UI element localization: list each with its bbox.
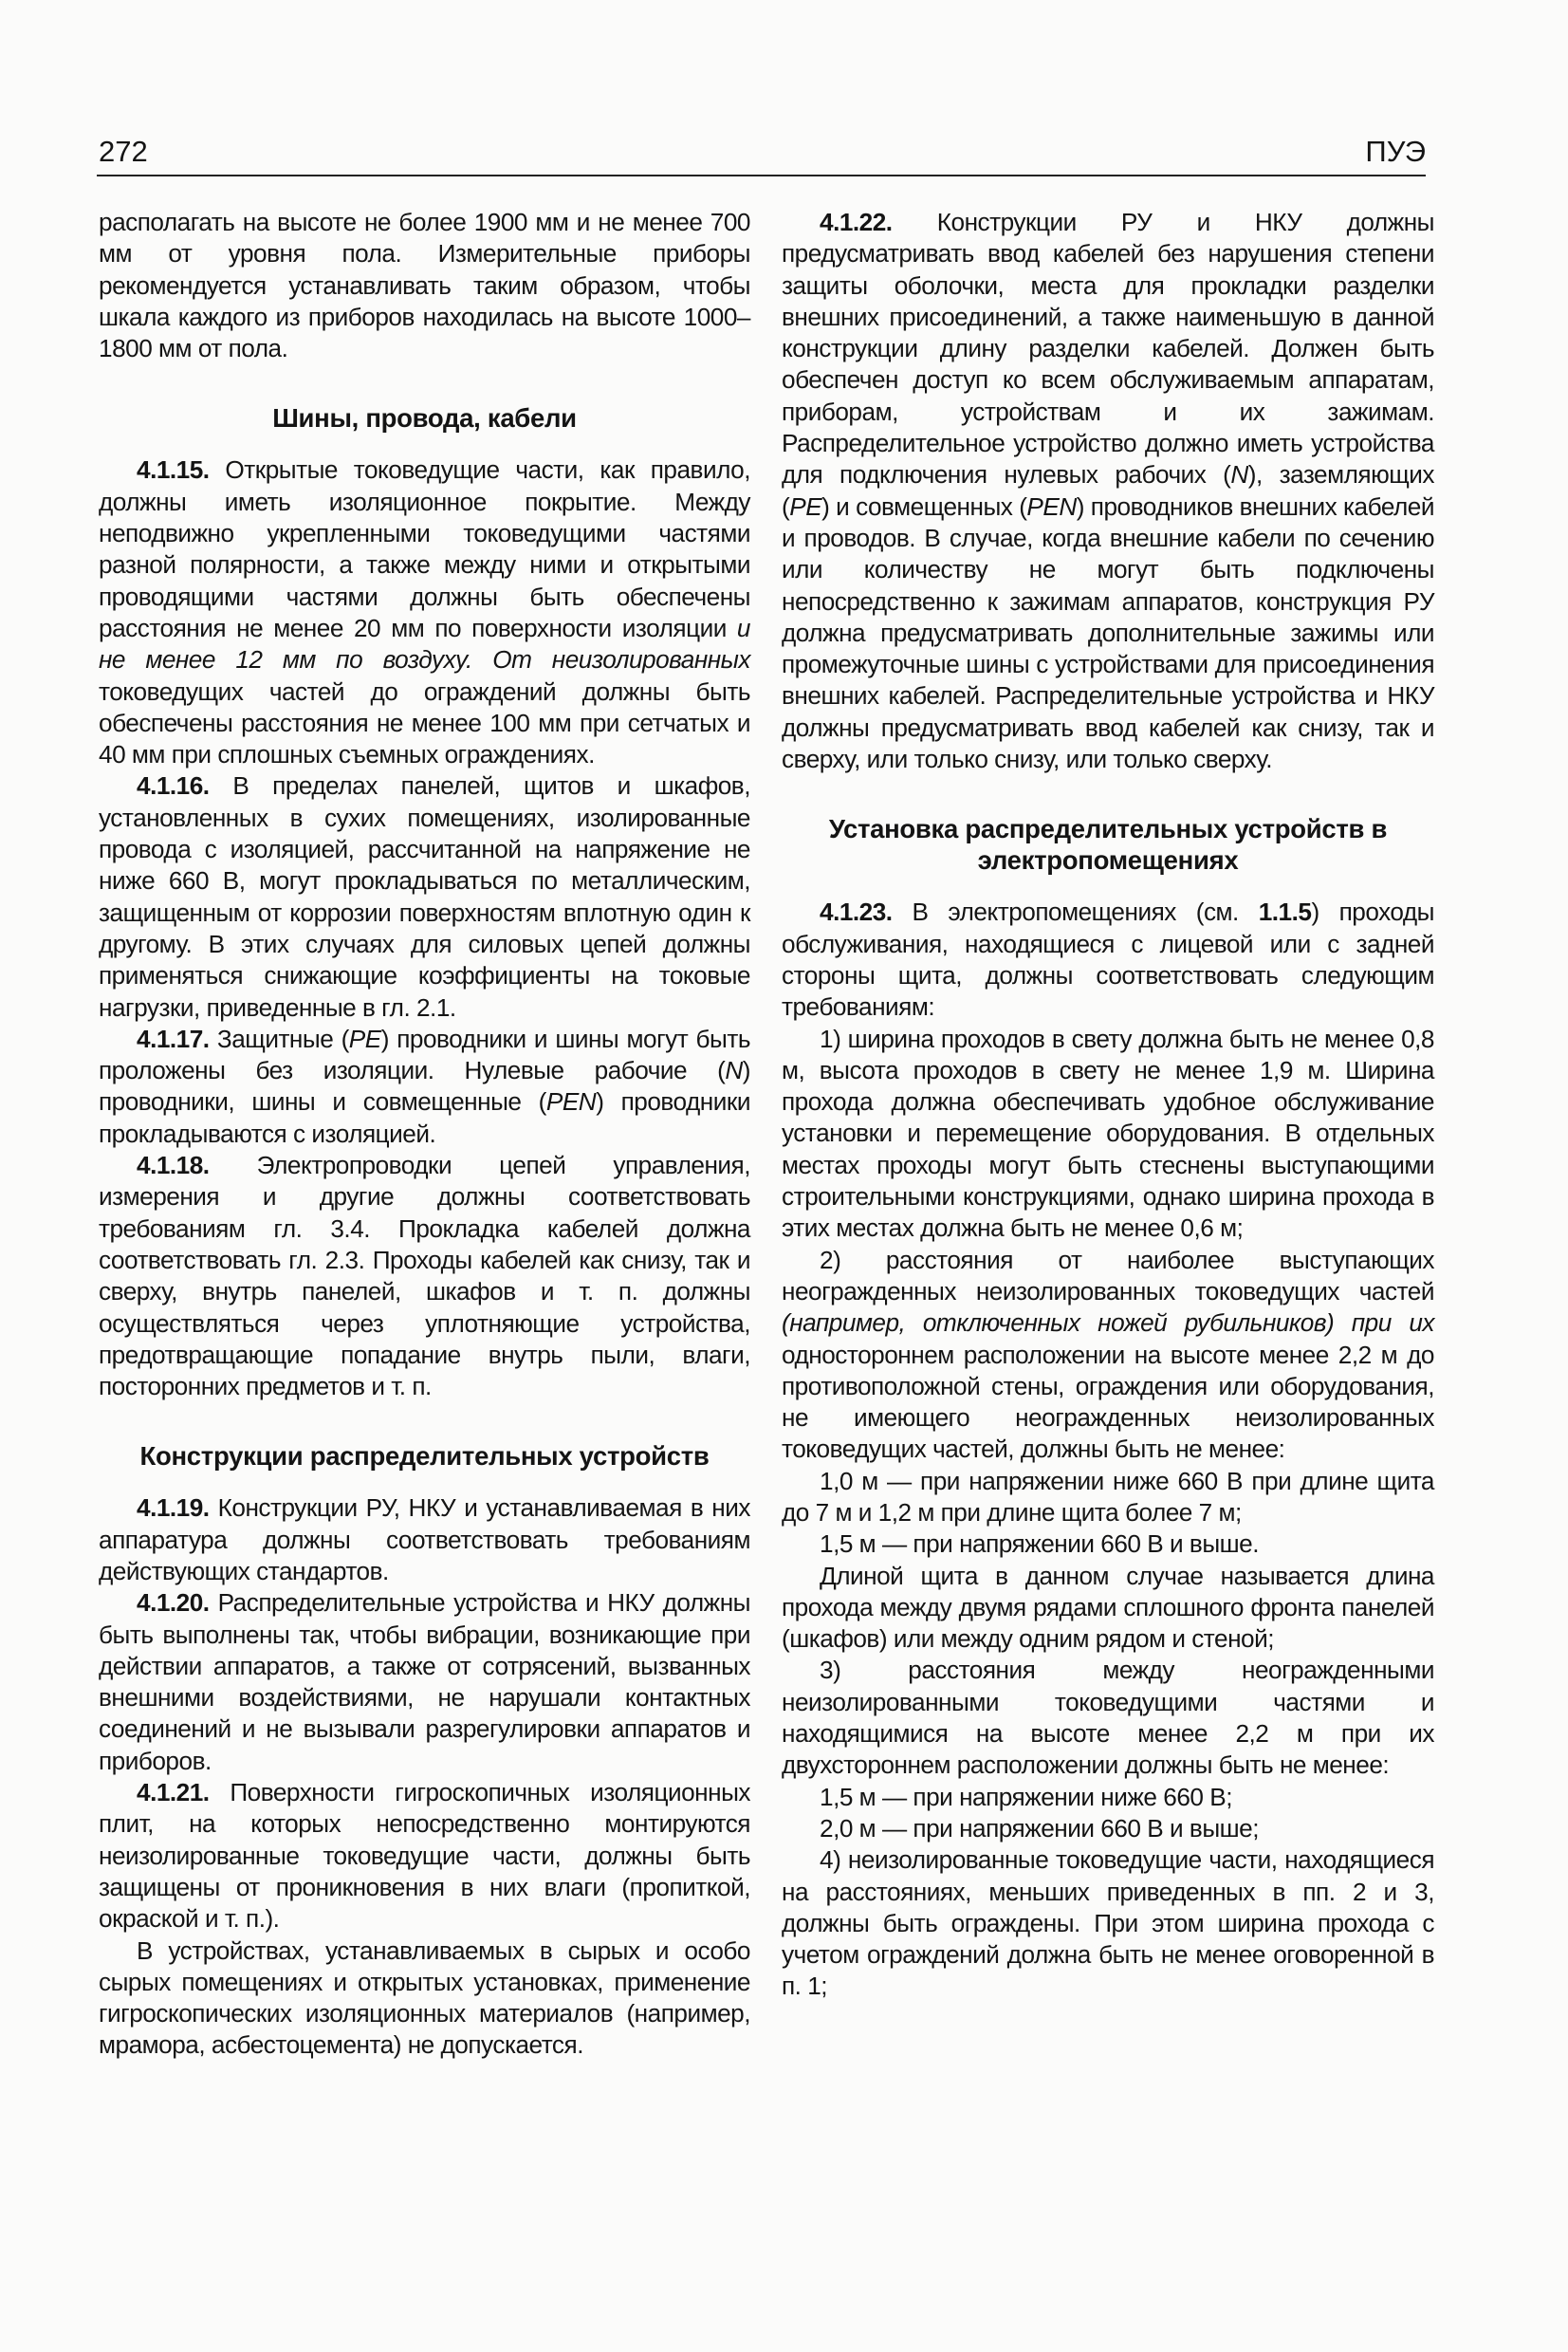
section-heading-installation: Установка распределительных устройств в электропомещениях xyxy=(828,814,1388,876)
clause-text: Поверхности гигроскопичных изоляционных плит, на которых непосредственно монтируются неизолированные токоведущие части, должны быть защищены от проникновения в них влаги (пропиткой, окраской и т. п.). xyxy=(99,1778,750,1934)
list-item-3: 3) расстояния между неогражденными неизолированными токоведущими частями и находящимися на высоте менее 2,2 м при их двухстороннем расположении должны быть не менее: xyxy=(782,1656,1434,1780)
section-heading-switchgear: Конструкции распределительных устройств xyxy=(139,1441,710,1472)
conductor-code: PEN xyxy=(545,1087,597,1117)
page-number: 272 xyxy=(99,135,148,168)
list-item-2-value-1: 1,0 м — при напряжении ниже 660 В при длине щита до 7 м и 1,2 м при длине щита более 7 м; xyxy=(782,1466,1434,1527)
clause-text: ) проводники прокладываются с изоляцией. xyxy=(99,1087,750,1148)
list-item-4: 4) неизолированные токоведущие части, находящиеся на расстояниях, меньших приведенных в пп. 2 и 3, должны быть ограждены. При этом ширина прохода с учетом ограждений должна быть не менее оговоренной в п. 1; xyxy=(782,1845,1434,2001)
list-item-3-value-2: 2,0 м — при напряжении 660 В и выше; xyxy=(820,1813,1260,1843)
clause-text: Конструкции РУ, НКУ и устанавливаемая в них аппаратура должны соответствовать требованиям действующих стандартов. xyxy=(99,1493,750,1585)
clause-text: ) проводников внешних кабелей и проводов. В случае, когда внешние кабели по сечению или количеству не могут быть подключены непосредственно к зажимам аппаратов, конструкция РУ должна предусматривать дополнительные зажимы или промежуточные шины с устройствами для присоединения внешних кабелей. Распределительные устройства и НКУ должны предусматривать ввод кабелей как снизу, так и сверху, или только снизу, или только сверху. xyxy=(782,491,1434,774)
clause-number: 4.1.19. xyxy=(137,1493,210,1523)
right-column xyxy=(782,207,1434,2003)
clause-reference: 1.1.5 xyxy=(1258,898,1312,927)
clause-number: 4.1.18. xyxy=(137,1151,210,1180)
clause-text: 2) расстояния от наиболее выступающих неогражденных неизолированных токоведущих частей xyxy=(782,1245,1434,1306)
conductor-code: PE xyxy=(789,491,822,521)
conductor-code: N xyxy=(1230,460,1248,490)
clause-text: В электропомещениях (см. xyxy=(892,898,1259,927)
paragraph-4-1-21 xyxy=(99,1777,750,1935)
clause-text: Защитные ( xyxy=(209,1024,349,1053)
list-item-2-note: Длиной щита в данном случае называется длина прохода между двумя рядами сплошного фронта панелей (шкафов) или между одним рядом и стеной; xyxy=(782,1561,1434,1654)
list-item-1: 1) ширина проходов в свету должна быть не менее 0,8 м, высота проходов в свету не менее 1,9 м. Ширина прохода должна обеспечивать удобное обслуживание установки и перемещение оборудования. В отдельных местах проходы могут быть стеснены выступающими строительными конструкциями, однако ширина прохода в этих местах должна быть не менее 0,6 м; xyxy=(782,1024,1434,1243)
clause-number: 4.1.22. xyxy=(820,208,893,236)
paragraph-4-1-19 xyxy=(99,1492,750,1587)
paragraph-4-1-21-cont: В устройствах, устанавливаемых в сырых и особо сырых помещениях и открытых установках, применение гигроскопических изоляционных материалов (например, мрамора, асбестоцемента) не допускается. xyxy=(99,1935,750,2060)
clause-text: одностороннем расположении на высоте менее 2,2 м до противоположной стены, ограждения или оборудования, не имеющего неогражденных неизолированных токоведущих частей, должны быть не менее: xyxy=(782,1340,1434,1464)
clause-text-italic: (например, отключенных ножей рубильников) при их xyxy=(782,1308,1434,1338)
left-column xyxy=(99,207,750,2062)
paragraph-4-1-20 xyxy=(99,1587,750,1777)
paragraph-4-1-22 xyxy=(782,207,1434,775)
clause-text: Открытые токоведущие части, как правило, должны иметь изоляционное покрытие. Между неподвижно укрепленными токоведущими частями разной полярности, а также между ними и открытыми проводящими частями должны быть обеспечены расстояния не менее 20 мм по поверхности изоляции xyxy=(99,455,750,642)
clause-number: 4.1.23. xyxy=(820,898,893,927)
conductor-code: PE xyxy=(348,1024,381,1053)
paragraph-4-1-23 xyxy=(782,897,1434,1023)
clause-number: 4.1.17. xyxy=(137,1024,210,1053)
clause-text: ), заземляющих ( xyxy=(782,460,1434,521)
clause-text: ) и совмещенных ( xyxy=(821,491,1027,521)
running-title: ПУЭ xyxy=(1365,135,1426,168)
list-item-3-value-1: 1,5 м — при напряжении ниже 660 В; xyxy=(820,1782,1232,1811)
conductor-code: N xyxy=(725,1056,743,1085)
header-rule xyxy=(97,175,1426,176)
clause-text: Конструкции РУ и НКУ должны предусматривать ввод кабелей без нарушения степени защиты оболочки, места для прокладки разделки внешних присоединений, а также наименьшую в данной конструкции длину разделки кабелей. Должен быть обеспечен доступ ко всем обслуживаемым аппаратам, приборам, устройствам и их зажимам. Распределительное устройство должно иметь устройства для подключения нулевых рабочих ( xyxy=(782,208,1434,490)
paragraph-4-1-17 xyxy=(99,1024,750,1150)
paragraph-4-1-18 xyxy=(99,1150,750,1402)
paragraph-continuation: располагать на высоте не более 1900 мм и не менее 700 мм от уровня пола. Измерительные приборы рекомендуется устанавливать таким образом, чтобы шкала каждого из приборов находилась на высоте 1000–1800 мм от пола. xyxy=(99,208,750,363)
conductor-code: PEN xyxy=(1026,491,1077,521)
clause-text: В пределах панелей, щитов и шкафов, установленных в сухих помещениях, изолированные провода с изоляцией, рассчитанной на напряжение не ниже 660 В, могут прокладываться по металлическим, защищенным от коррозии поверхностям вплотную один к другому. В этих случаях для силовых цепей должны применяться снижающие коэффициенты на токовые нагрузки, приведенные в гл. 2.1. xyxy=(99,771,750,1022)
clause-number: 4.1.15. xyxy=(137,455,210,485)
section-heading-buses: Шины, провода, кабели xyxy=(272,403,577,434)
clause-text: Распределительные устройства и НКУ должны быть выполнены так, чтобы вибрации, возникающие при действии аппаратов, а также от сотрясений, вызванных внешними воздействиями, не нарушали контактных соединений и не вызывали разрегулировки аппаратов и приборов. xyxy=(99,1588,750,1775)
clause-text: Электропроводки цепей управления, измерения и другие должны соответствовать требованиям гл. 3.4. Прокладка кабелей должна соответствовать гл. 2.3. Проходы кабелей как снизу, так и сверху, внутрь панелей, шкафов и т. п. должны осуществляться через уплотняющие устройства, предотвращающие попадание внутрь пыли, влаги, посторонних предметов и т. п. xyxy=(99,1151,750,1401)
clause-number: 4.1.20. xyxy=(137,1588,210,1618)
list-item-2 xyxy=(782,1245,1434,1466)
clause-number: 4.1.21. xyxy=(137,1778,210,1807)
clause-text: ) проводники, шины и совмещенные ( xyxy=(99,1056,750,1117)
clause-text-italic: и не менее 12 мм по воздуху. От неизолированных xyxy=(99,613,750,675)
clause-number: 4.1.16. xyxy=(137,771,210,801)
paragraph-4-1-16 xyxy=(99,770,750,1023)
clause-text: ) проходы обслуживания, находящиеся с лицевой или с задней стороны щита, должны соответствовать следующим требованиям: xyxy=(782,898,1434,1022)
list-item-2-value-2: 1,5 м — при напряжении 660 В и выше. xyxy=(820,1529,1260,1559)
clause-text: токоведущих частей до ограждений должны быть обеспечены расстояния не менее 100 мм при сетчатых и 40 мм при сплошных съемных ограждениях. xyxy=(99,676,750,769)
paragraph-4-1-15 xyxy=(99,454,750,770)
clause-text: ) проводники и шины могут быть проложены без изоляции. Нулевые рабочие ( xyxy=(99,1024,750,1085)
